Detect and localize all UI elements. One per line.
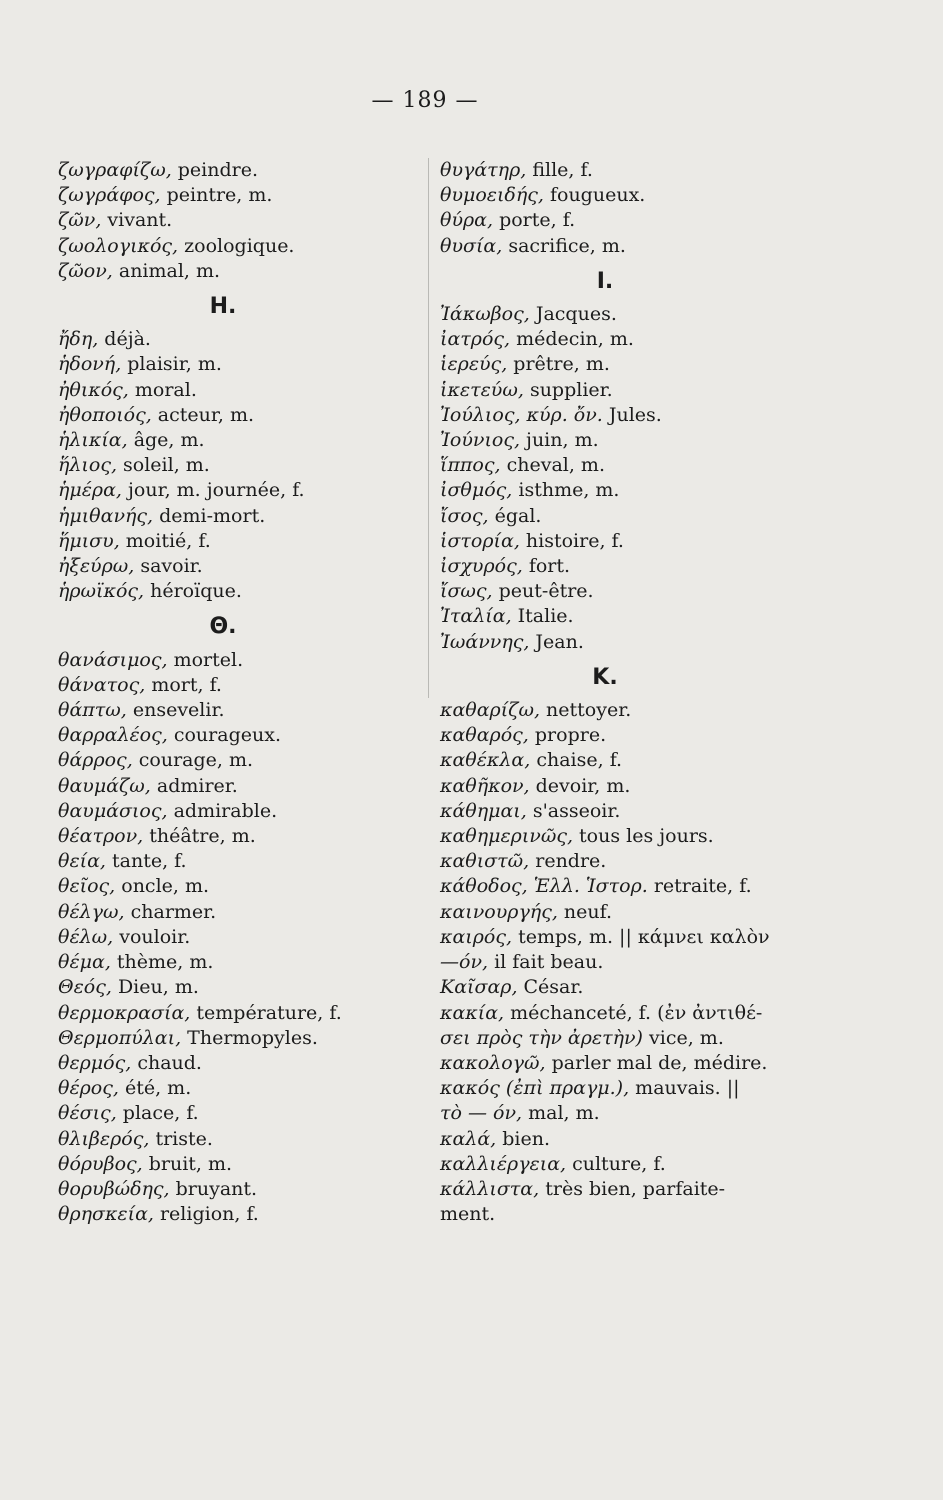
section-heading-eta: H.: [209, 294, 237, 320]
entry-greek-term: θαυμάσιος,: [58, 799, 168, 822]
entry-french-translation: très bien, parfaite-: [539, 1177, 726, 1200]
dictionary-entry: [58, 1001, 418, 1026]
entry-greek-term: τὸ — όν,: [440, 1102, 523, 1125]
dictionary-entry: [58, 529, 418, 554]
entry-french-translation: température, f.: [190, 1001, 342, 1024]
entry-greek-term: ἡλικία,: [58, 429, 128, 452]
dictionary-entry: [440, 352, 820, 377]
dictionary-entry: [440, 327, 820, 352]
dictionary-entry: [58, 478, 418, 503]
entry-greek-term: ἠθικός,: [58, 378, 129, 401]
entry-greek-term: θέρος,: [58, 1077, 119, 1100]
dictionary-entry: [58, 648, 418, 673]
entry-greek-term: Ἰταλία,: [440, 605, 512, 628]
entry-greek-term: θεῖος,: [58, 875, 116, 898]
dictionary-entry: [58, 234, 418, 259]
entry-french-translation: tous les jours.: [573, 825, 714, 848]
entry-greek-term: καθιστῶ,: [440, 850, 530, 873]
entry-french-translation: Jacques.: [529, 303, 617, 326]
dictionary-entry: [58, 579, 418, 604]
dictionary-entry: [440, 579, 820, 604]
dictionary-entry: [58, 352, 418, 377]
entry-french-translation: courage, m.: [132, 749, 254, 772]
entry-greek-term: κακία,: [440, 1001, 505, 1024]
entry-greek-term: ἡδονή,: [58, 353, 122, 376]
entry-greek-term: θάπτω,: [58, 699, 127, 722]
dictionary-entry: [58, 403, 418, 428]
entry-greek-term: καθῆκον,: [440, 774, 530, 797]
entry-french-translation: peintre, m.: [160, 184, 273, 207]
dictionary-entry: [440, 1202, 820, 1227]
dictionary-entry: [440, 975, 820, 1000]
entry-french-translation: propre.: [528, 724, 607, 747]
entry-french-translation: porte, f.: [493, 209, 576, 232]
dictionary-entry: [440, 208, 820, 233]
entry-french-translation: vivant.: [101, 209, 173, 232]
entry-french-translation: zoologique.: [178, 234, 295, 257]
dictionary-entry: [440, 504, 820, 529]
entry-french-translation: tante, f.: [105, 850, 187, 873]
entry-french-translation: méchanceté, f. (ἐν ἀντιθέ-: [504, 1001, 763, 1024]
entry-greek-term: ἠξεύρω,: [58, 555, 135, 578]
dictionary-entry: [440, 1051, 820, 1076]
dictionary-entry: [58, 1026, 418, 1051]
entry-french-translation: théâtre, m.: [143, 825, 256, 848]
dictionary-entry: [440, 748, 820, 773]
entry-french-translation: fougueux.: [543, 184, 646, 207]
entry-greek-term: ἡμιθανής,: [58, 504, 154, 527]
entry-greek-term: ἱερεύς,: [440, 353, 508, 376]
entry-french-translation: cheval, m.: [500, 454, 605, 477]
entry-greek-term: θερμός,: [58, 1051, 132, 1074]
entry-greek-term: θέσις,: [58, 1102, 117, 1125]
entry-greek-term: ἴσως,: [440, 580, 493, 603]
entry-greek-term: ἰσχυρός,: [440, 555, 523, 578]
dictionary-entry: [440, 723, 820, 748]
entry-french-translation: nettoyer.: [540, 699, 632, 722]
dictionary-entry: [440, 302, 820, 327]
right-column: [440, 158, 820, 1227]
dictionary-entry: [58, 327, 418, 352]
dictionary-entry: [440, 554, 820, 579]
dictionary-entry: [440, 1177, 820, 1202]
left-column: [58, 158, 418, 1227]
entry-greek-term: ζωγραφίζω,: [58, 159, 172, 181]
dictionary-entry: [58, 1202, 418, 1227]
entry-french-translation: demi-mort.: [153, 504, 266, 527]
entry-french-translation: mauvais. ||: [629, 1077, 740, 1100]
entry-french-translation: César.: [517, 976, 584, 999]
entry-greek-term: θυμοειδής,: [440, 184, 544, 207]
entry-greek-term: κάλλιστα,: [440, 1177, 540, 1200]
entry-greek-term: ἡρωϊκός,: [58, 580, 145, 603]
entry-greek-term: κάθημαι,: [440, 799, 527, 822]
entry-french-translation: fille, f.: [526, 159, 593, 181]
dictionary-entry: [58, 799, 418, 824]
entry-french-translation: juin, m.: [520, 429, 599, 452]
entry-french-translation: peut-être.: [492, 580, 594, 603]
entry-greek-term: ἥλιος,: [58, 454, 117, 477]
dictionary-entry: [58, 925, 418, 950]
entry-french-translation: médecin, m.: [510, 328, 634, 351]
entry-greek-term: καινουργής,: [440, 900, 558, 923]
entry-french-translation: admirer.: [150, 774, 238, 797]
dictionary-entry: [440, 774, 820, 799]
entry-greek-term: θορυβώδης,: [58, 1177, 170, 1200]
entry-greek-term: ζωγράφος,: [58, 184, 161, 207]
entry-french-translation: histoire, f.: [519, 529, 624, 552]
entry-french-translation: rendre.: [529, 850, 607, 873]
entry-greek-term: ἤδη,: [58, 328, 99, 351]
entry-french-translation: prêtre, m.: [507, 353, 610, 376]
dictionary-entry: [58, 1127, 418, 1152]
entry-greek-term: θέατρον,: [58, 825, 144, 848]
entry-french-translation: triste.: [149, 1127, 213, 1150]
entry-french-translation: Jules.: [602, 403, 662, 426]
entry-greek-term: ζῶν,: [58, 209, 102, 232]
entry-greek-term: καθαρίζω,: [440, 699, 541, 722]
dictionary-entry: [58, 378, 418, 403]
dictionary-entry: [440, 183, 820, 208]
entry-french-translation: bruit, m.: [142, 1152, 233, 1175]
entry-greek-term: καθαρός,: [440, 724, 529, 747]
dictionary-entry: [58, 975, 418, 1000]
dictionary-entry: [58, 259, 418, 284]
dictionary-entry: [440, 950, 820, 975]
entry-french-translation: il fait beau.: [488, 951, 604, 974]
entry-greek-term: θερμοκρασία,: [58, 1001, 191, 1024]
dictionary-entry: [440, 1001, 820, 1026]
dictionary-entry: [58, 1051, 418, 1076]
dictionary-entry: [440, 529, 820, 554]
dictionary-entry: [440, 478, 820, 503]
entry-greek-term: θέμα,: [58, 951, 111, 974]
entry-greek-term: θόρυβος,: [58, 1152, 143, 1175]
dictionary-entry: [440, 403, 820, 428]
dictionary-entry: [440, 824, 820, 849]
dictionary-entry: [58, 183, 418, 208]
entry-french-translation: fort.: [522, 555, 571, 578]
dictionary-entry: [58, 1076, 418, 1101]
entry-french-translation: religion, f.: [153, 1203, 259, 1226]
dictionary-entry: [58, 208, 418, 233]
dictionary-entry: [58, 428, 418, 453]
entry-group-zeta: [58, 158, 418, 284]
dictionary-entry: [58, 1177, 418, 1202]
entry-greek-term: Ἰάκωβος,: [440, 303, 530, 326]
dictionary-entry: [440, 799, 820, 824]
dictionary-entry: [58, 824, 418, 849]
entry-french-translation: vice, m.: [642, 1026, 724, 1049]
entry-greek-term: κακός (ἐπὶ πραγμ.),: [440, 1077, 630, 1100]
dictionary-entry: [58, 874, 418, 899]
entry-group-kappa: [440, 698, 820, 1227]
dictionary-entry: [440, 604, 820, 629]
section-heading-theta: Θ.: [209, 614, 237, 640]
dictionary-entry: [58, 1101, 418, 1126]
entry-greek-term: ἱκετεύω,: [440, 378, 524, 401]
dictionary-entry: [58, 673, 418, 698]
entry-greek-term: καλλιέργεια,: [440, 1152, 567, 1175]
entry-french-translation: temps, m. || κάμνει καλὸν: [512, 925, 770, 948]
dictionary-entry: [58, 158, 418, 183]
entry-french-translation: thème, m.: [110, 951, 214, 974]
entry-greek-term: ἴσος,: [440, 504, 489, 527]
entry-greek-term: θέλω,: [58, 925, 114, 948]
dictionary-entry: [58, 774, 418, 799]
section-heading-iota: I.: [596, 268, 614, 294]
entry-french-translation: mal, m.: [522, 1102, 600, 1125]
entry-french-translation: moral.: [128, 378, 197, 401]
entry-greek-term: θάρρος,: [58, 749, 133, 772]
entry-french-translation: déjà.: [98, 328, 151, 351]
entry-french-translation: sacrifice, m.: [502, 234, 626, 257]
entry-french-translation: neuf.: [557, 900, 613, 923]
entry-french-translation: chaise, f.: [530, 749, 623, 772]
entry-greek-term: ἰατρός,: [440, 328, 511, 351]
entry-french-translation: peindre.: [171, 159, 259, 181]
dictionary-entry: [440, 453, 820, 478]
entry-french-translation: moitié, f.: [119, 529, 211, 552]
entry-french-translation: courageux.: [167, 724, 281, 747]
entry-greek-term: καθημερινῶς,: [440, 825, 573, 848]
dictionary-entry: [58, 748, 418, 773]
entry-french-translation: mortel.: [167, 648, 244, 671]
entry-french-translation: vouloir.: [113, 925, 191, 948]
entry-greek-term: Θεός,: [58, 976, 112, 999]
dictionary-entry: [58, 723, 418, 748]
entry-french-translation: admirable.: [167, 799, 278, 822]
entry-french-translation: s'asseoir.: [526, 799, 621, 822]
dictionary-entry: [58, 504, 418, 529]
entry-french-translation: égal.: [488, 504, 542, 527]
dictionary-entry: [58, 1152, 418, 1177]
entry-french-translation: été, m.: [118, 1077, 192, 1100]
page-number: — 189 —: [371, 88, 479, 113]
entry-french-translation: soleil, m.: [117, 454, 210, 477]
entry-greek-term: θλιβερός,: [58, 1127, 150, 1150]
entry-greek-term: ἵππος,: [440, 454, 501, 477]
entry-greek-term: θέλγω,: [58, 900, 125, 923]
dictionary-entry: [440, 234, 820, 259]
entry-french-translation: supplier.: [523, 378, 613, 401]
entry-greek-term: ζωολογικός,: [58, 234, 179, 257]
entry-french-translation: jour, m. journée, f.: [121, 479, 305, 502]
dictionary-entry: [440, 378, 820, 403]
entry-greek-term: θεία,: [58, 850, 106, 873]
entry-french-translation: ensevelir.: [126, 699, 225, 722]
entry-french-translation: bruyant.: [169, 1177, 258, 1200]
entry-greek-term: θαρραλέος,: [58, 724, 168, 747]
entry-french-translation: Jean.: [529, 630, 584, 653]
entry-french-translation: place, f.: [116, 1102, 199, 1125]
entry-greek-term: ἠθοποιός,: [58, 403, 152, 426]
dictionary-entry: [58, 950, 418, 975]
dictionary-entry: [440, 698, 820, 723]
entry-greek-term: θανάσιμος,: [58, 648, 168, 671]
entry-french-translation: devoir, m.: [529, 774, 631, 797]
entry-french-translation: plaisir, m.: [121, 353, 222, 376]
dictionary-entry: [440, 849, 820, 874]
entry-greek-term: ἰσθμός,: [440, 479, 513, 502]
entry-group-iota: [440, 302, 820, 655]
entry-greek-term: κάθοδος, Ἑλλ. Ἱστορ.: [440, 875, 648, 898]
dictionary-entry: [440, 925, 820, 950]
entry-french-translation: savoir.: [134, 555, 203, 578]
entry-french-translation: ment.: [440, 1203, 496, 1226]
entry-french-translation: chaud.: [131, 1051, 202, 1074]
dictionary-entry: [440, 158, 820, 183]
entry-greek-term: ἱστορία,: [440, 529, 520, 552]
dictionary-entry: [440, 874, 820, 899]
entry-group-theta: [58, 648, 418, 1228]
entry-greek-term: θρησκεία,: [58, 1203, 154, 1226]
entry-group-theta-cont: [440, 158, 820, 259]
dictionary-entry: [440, 428, 820, 453]
dictionary-entry: [58, 900, 418, 925]
dictionary-entry: [440, 630, 820, 655]
entry-greek-term: Ἰωάννης,: [440, 630, 530, 653]
entry-french-translation: âge, m.: [127, 429, 205, 452]
entry-greek-term: κακολογῶ,: [440, 1051, 546, 1074]
entry-greek-term: —όν,: [440, 951, 489, 974]
entry-greek-term: καιρός,: [440, 925, 513, 948]
entry-french-translation: parler mal de, médire.: [545, 1051, 768, 1074]
entry-greek-term: Καῖσαρ,: [440, 976, 518, 999]
entry-greek-term: Ἰούλιος, κύρ. ὄν.: [440, 403, 603, 426]
entry-greek-term: Ἰούνιος,: [440, 429, 521, 452]
entry-french-translation: culture, f.: [566, 1152, 666, 1175]
entry-french-translation: mort, f.: [145, 673, 222, 696]
entry-french-translation: charmer.: [124, 900, 217, 923]
entry-french-translation: bien.: [496, 1127, 551, 1150]
entry-french-translation: animal, m.: [112, 259, 221, 282]
entry-greek-term: Θερμοπύλαι,: [58, 1026, 182, 1049]
column-divider: [428, 158, 429, 698]
entry-greek-term: θάνατος,: [58, 673, 146, 696]
dictionary-entry: [440, 1152, 820, 1177]
entry-greek-term: καλά,: [440, 1127, 497, 1150]
dictionary-entry: [440, 1026, 820, 1051]
dictionary-entry: [58, 554, 418, 579]
entry-french-translation: retraite, f.: [647, 875, 752, 898]
entry-greek-term: ἡμέρα,: [58, 479, 122, 502]
dictionary-entry: [58, 453, 418, 478]
entry-greek-term: θυσία,: [440, 234, 503, 257]
dictionary-entry: [440, 1127, 820, 1152]
entry-french-translation: isthme, m.: [512, 479, 620, 502]
entry-group-eta: [58, 327, 418, 604]
dictionary-entry: [440, 900, 820, 925]
entry-greek-term: καθέκλα,: [440, 749, 531, 772]
entry-greek-term: ζῶον,: [58, 259, 113, 282]
dictionary-entry: [58, 849, 418, 874]
entry-greek-term: σει πρὸς τὴν ἀρετὴν): [440, 1026, 643, 1049]
entry-french-translation: Thermopyles.: [181, 1026, 318, 1049]
entry-french-translation: Italie.: [511, 605, 574, 628]
entry-french-translation: Dieu, m.: [111, 976, 199, 999]
entry-french-translation: acteur, m.: [151, 403, 255, 426]
dictionary-entry: [440, 1101, 820, 1126]
dictionary-entry: [58, 698, 418, 723]
entry-french-translation: héroïque.: [144, 580, 242, 603]
entry-french-translation: oncle, m.: [115, 875, 210, 898]
entry-greek-term: θυγάτηρ,: [440, 159, 527, 181]
section-heading-kappa: K.: [592, 664, 618, 690]
entry-greek-term: ἥμισυ,: [58, 529, 120, 552]
entry-greek-term: θύρα,: [440, 209, 494, 232]
dictionary-entry: [440, 1076, 820, 1101]
entry-greek-term: θαυμάζω,: [58, 774, 151, 797]
